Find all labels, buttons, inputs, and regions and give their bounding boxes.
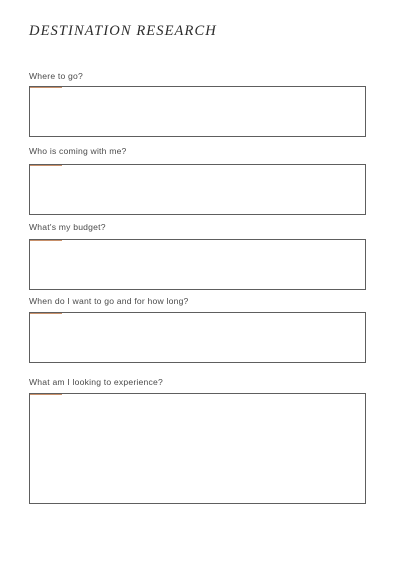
question-label-experience: What am I looking to experience?	[29, 377, 163, 387]
accent-line	[30, 87, 62, 88]
accent-line	[30, 394, 62, 395]
answer-box-where[interactable]	[29, 86, 366, 137]
accent-line	[30, 240, 62, 241]
answer-box-companions[interactable]	[29, 164, 366, 215]
question-label-companions: Who is coming with me?	[29, 146, 127, 156]
accent-line	[30, 313, 62, 314]
question-label-when: When do I want to go and for how long?	[29, 296, 189, 306]
page-title: DESTINATION RESEARCH	[29, 23, 217, 39]
accent-line	[30, 165, 62, 166]
answer-box-budget[interactable]	[29, 239, 366, 290]
answer-box-when[interactable]	[29, 312, 366, 363]
answer-box-experience[interactable]	[29, 393, 366, 504]
question-label-where: Where to go?	[29, 71, 83, 81]
question-label-budget: What's my budget?	[29, 222, 106, 232]
